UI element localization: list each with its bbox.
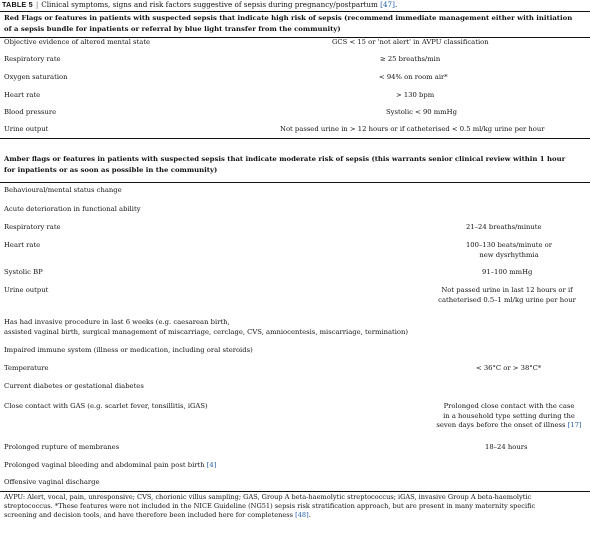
criteria-line: Not passed urine in last 12 hours or if	[441, 286, 573, 294]
criteria-line: new dysrhythmia	[479, 250, 539, 259]
feature-cell: Current diabetes or gestational diabetes	[4, 382, 144, 390]
caption-reference-link[interactable]: [47]	[380, 0, 395, 9]
feature-cell	[4, 318, 474, 337]
feature-cell: Systolic BP	[4, 268, 43, 276]
feature-cell: Close contact with GAS (e.g. scarlet fever, tonsillitis, iGAS)	[4, 402, 208, 410]
reference-link[interactable]: [4]	[206, 461, 217, 469]
red-flags-heading	[4, 13, 586, 35]
criteria-cell: < 94% on room air*	[379, 73, 448, 81]
feature-text: Prolonged vaginal bleeding and abdominal pain post birth	[4, 461, 207, 469]
criteria-line: catheterised 0.5–1 ml/kg urine per hour	[438, 295, 576, 304]
feature-cell: Respiratory rate	[4, 55, 61, 63]
feature-cell: Respiratory rate	[4, 223, 61, 231]
feature-line: Has had invasive procedure in last 6 weeks (e.g. caesarean birth,	[4, 318, 230, 326]
footnote-text: screening and decision tools, and have therefore been included here for completeness	[4, 511, 296, 520]
criteria-line: in a household type setting during the	[443, 411, 575, 420]
section-divider-rule	[0, 138, 590, 139]
table-top-rule	[0, 11, 590, 12]
feature-cell	[4, 461, 404, 471]
red-flags-heading-line2: of a sepsis bundle for inpatients or referral by blue light transfer from the community)	[4, 25, 341, 33]
table-bottom-rule	[0, 491, 590, 492]
feature-cell: Offensive vaginal discharge	[4, 478, 100, 486]
table-label: TABLE 5	[2, 0, 33, 9]
criteria-cell: 21–24 breaths/minute	[466, 223, 542, 231]
table-caption	[2, 0, 397, 10]
reference-link[interactable]: [48]	[295, 511, 309, 520]
amber-flags-heading-line1: Amber flags or features in patients with suspected sepsis that indicate moderate risk of sepsis (this warrants senior clinical review within 1 hour	[4, 155, 566, 163]
criteria-cell	[436, 402, 582, 431]
feature-cell: Urine output	[4, 125, 49, 133]
red-flags-heading-line1: Red Flags or features in patients with suspected sepsis that indicate high risk of sepsis (recommend immediate management either with initiation	[4, 14, 573, 22]
criteria-cell: 91–100 mmHg	[482, 268, 533, 276]
criteria-cell: Systolic < 90 mmHg	[386, 108, 457, 116]
feature-cell: Heart rate	[4, 91, 41, 99]
criteria-cell: 18–24 hours	[485, 443, 528, 451]
criteria-cell: < 36°C or > 38°C*	[476, 364, 542, 372]
feature-cell: Acute deterioration in functional ability	[4, 205, 141, 213]
caption-text: Clinical symptoms, signs and risk factors suggestive of sepsis during pregnancy/postpartum	[41, 0, 381, 9]
footnote-line: streptococcus. *These features were not included in the NICE Guideline (NG51) sepsis risk stratification approach, but are present in many maternity specific	[4, 502, 536, 511]
criteria-cell	[432, 286, 582, 305]
criteria-line	[436, 421, 582, 431]
feature-line: assisted vaginal birth, surgical management of miscarriage, cerclage, CVS, amniocentesis, miscarriage, termination)	[4, 327, 409, 336]
table-footnote	[4, 493, 584, 521]
criteria-cell	[464, 241, 554, 260]
criteria-cell: ≥ 25 breaths/min	[380, 55, 441, 63]
criteria-text: seven days before the onset of illness	[436, 421, 568, 430]
amber-flags-heading-line2: for inpatients or as soon as possible in the community)	[4, 166, 218, 174]
caption-end: .	[394, 0, 398, 9]
footnote-end: .	[308, 511, 311, 520]
feature-cell: Impaired immune system (illness or medication, including oral steroids)	[4, 346, 253, 354]
caption-separator: |	[35, 0, 39, 9]
feature-cell: Blood pressure	[4, 108, 57, 116]
feature-cell: Behavioural/mental status change	[4, 186, 122, 194]
amber-flags-heading	[4, 154, 586, 176]
criteria-cell: > 130 bpm	[396, 91, 435, 99]
feature-cell: Prolonged rupture of membranes	[4, 443, 120, 451]
feature-cell: Temperature	[4, 364, 49, 372]
feature-cell: Urine output	[4, 286, 49, 294]
criteria-line: Prolonged close contact with the case	[443, 402, 575, 410]
footnote-line: AVPU: Alert, vocal, pain, unresponsive; CVS, chorionic villus sampling; GAS, Group A beta-haemolytic streptococcus; iGAS, invasive Group A beta-haemolytic	[4, 493, 532, 501]
amber-heading-rule	[0, 182, 590, 183]
footnote-line	[4, 511, 584, 520]
feature-cell: Oxygen saturation	[4, 73, 68, 81]
criteria-cell: GCS < 15 or 'not alert' in AVPU classification	[332, 38, 489, 46]
feature-cell: Objective evidence of altered mental state	[4, 38, 151, 46]
feature-cell: Heart rate	[4, 241, 41, 249]
criteria-cell: Not passed urine in > 12 hours or if catheterised < 0.5 ml/kg urine per hour	[280, 125, 545, 133]
reference-link[interactable]: [17]	[567, 421, 582, 430]
criteria-line: 100–130 beats/minute or	[465, 241, 553, 249]
